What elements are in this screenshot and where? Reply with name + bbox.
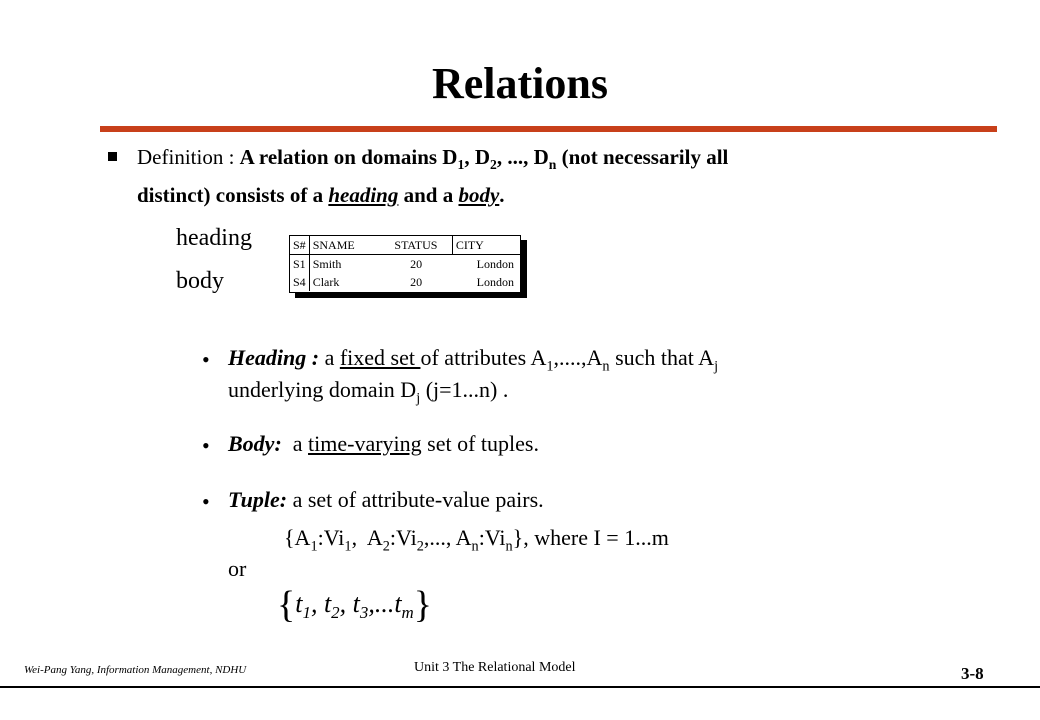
footer-unit: Unit 3 The Relational Model — [414, 660, 576, 675]
tuple-formula: {$t_1$, $t_2$, $t_3,...t_m$} — [277, 584, 432, 626]
header-cell: STATUS — [380, 236, 452, 255]
or-label: or — [228, 556, 247, 581]
table-cell: 20 — [410, 257, 423, 271]
slide-title: Relations — [432, 59, 608, 108]
header-cell: CITY — [452, 236, 520, 255]
table-row — [290, 255, 520, 274]
header-cell: S# — [290, 236, 309, 255]
table-cell: S4 — [290, 273, 309, 291]
footer-author: Wei-Pang Yang, Information Management, NDHU — [24, 664, 247, 676]
table-cell: S1 — [290, 255, 309, 274]
table-row — [290, 273, 520, 291]
body-label: body — [176, 268, 224, 294]
tuple-bullet: Tuple: a set of attribute-value pairs. — [228, 487, 544, 512]
page-number: 3-8 — [961, 664, 984, 683]
table-cell: London — [476, 257, 514, 271]
square-bullet-icon — [108, 152, 117, 161]
footer-divider — [0, 686, 1040, 688]
table-cell: London — [476, 275, 514, 289]
relation-table — [289, 235, 521, 293]
bullet-dot-icon: • — [202, 347, 210, 372]
heading-bullet-line-1: Heading : a fixed set of attributes $A_1,....,A_n$ such that $A_j$ — [228, 345, 719, 375]
bullet-dot-icon: • — [202, 489, 210, 514]
tuple-set-notation: {$A_1:Vi_1$, $A_2:Vi_2$,..., $A_n:Vi_n$}, where I = 1...m — [284, 525, 669, 555]
definition-line-2: distinct) consists of a heading and a body. — [137, 183, 505, 207]
header-cell: SNAME — [309, 236, 380, 255]
bullet-dot-icon: • — [202, 433, 210, 458]
heading-bullet-line-2: underlying domain $D_j$ (j=1...n) . — [228, 377, 509, 407]
table-header-row — [290, 236, 520, 255]
heading-term: heading — [328, 183, 399, 207]
heading-label: heading — [176, 225, 252, 251]
title-divider — [100, 126, 997, 132]
definition-line-1: Definition : A relation on domains $D_1$, $D_2$, ..., $D_n$ (not necessarily all — [137, 145, 729, 173]
body-term: body — [458, 183, 500, 207]
table-cell: Clark — [312, 275, 340, 289]
table-cell: 20 — [410, 275, 423, 289]
body-bullet: Body: a time-varying set of tuples. — [228, 431, 539, 456]
table-cell: Smith — [312, 257, 342, 271]
